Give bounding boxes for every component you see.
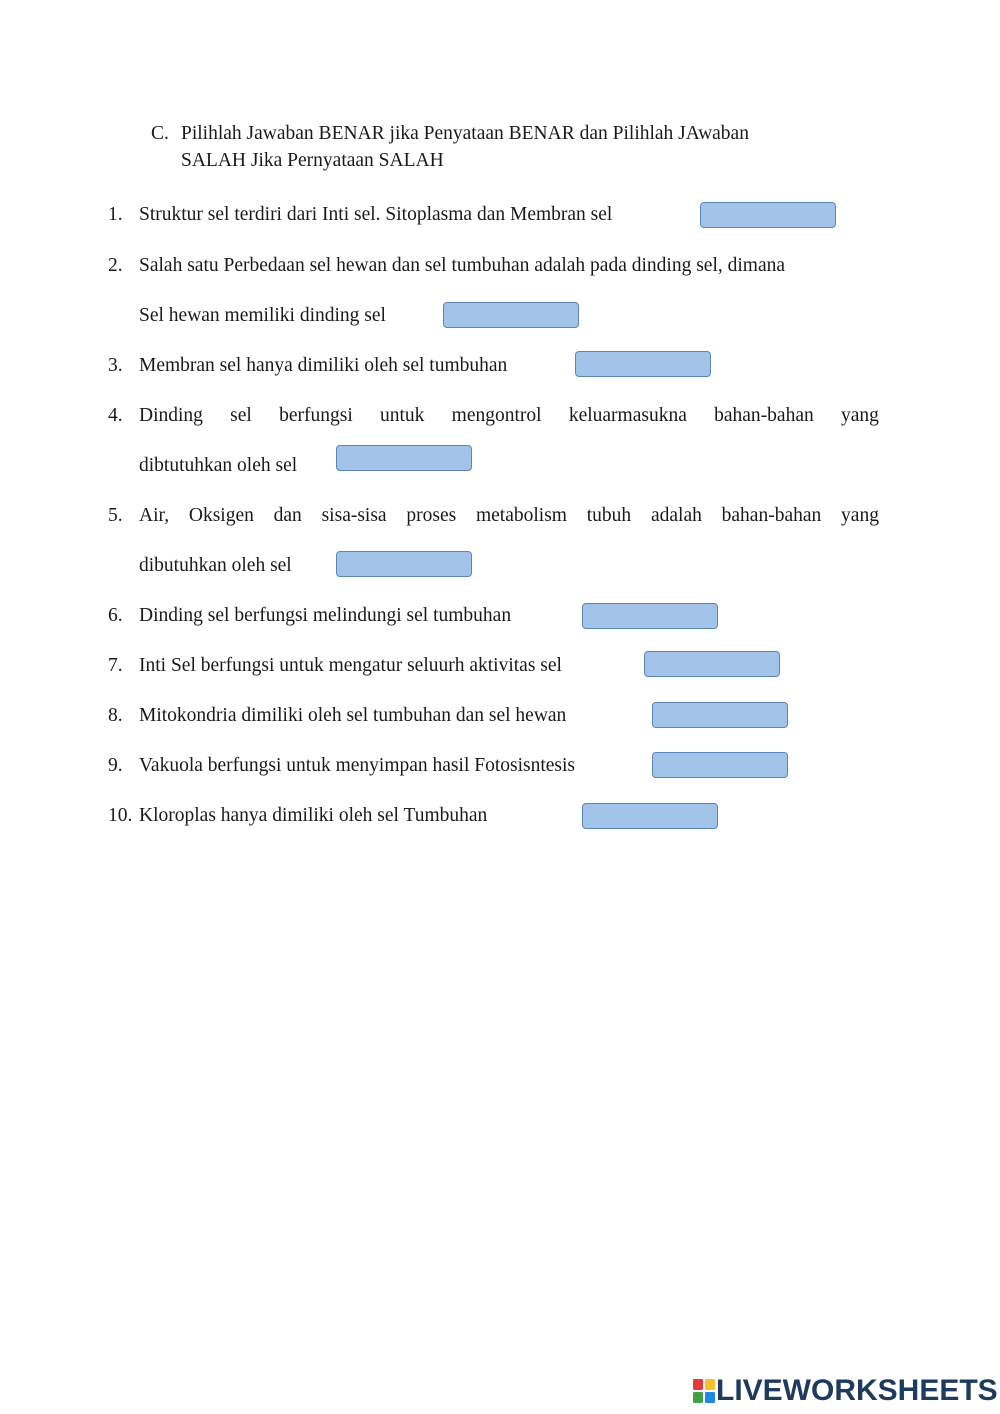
answer-box-2[interactable] [443,302,579,328]
question-8-text: Mitokondria dimiliki oleh sel tumbuhan dan sel hewan [139,705,567,726]
question-8-number: 8. [108,705,123,726]
liveworksheets-logo-text: LIVEWORKSHEETS [716,1374,998,1407]
question-5-text-line-1 [139,504,879,528]
answer-box-6[interactable] [582,603,718,629]
question-4-text-line-2: dibtutuhkan oleh sel [139,455,298,476]
question-9-text: Vakuola berfungsi untuk menyimpan hasil Fotosisntesis [139,755,576,776]
question-4-word: yang [841,405,879,426]
answer-box-7[interactable] [644,651,780,677]
question-7-text: Inti Sel berfungsi untuk mengatur seluurh aktivitas sel [139,655,562,676]
question-4-word: sel [230,405,252,426]
question-5-word: yang [841,505,879,526]
question-4-word: bahan-bahan [714,405,814,426]
question-4-word: Dinding [139,405,203,426]
instruction-line-1: Pilihlah Jawaban BENAR jika Penyataan BENAR dan Pilihlah JAwaban [181,123,749,144]
question-4-word: mengontrol [451,405,542,426]
liveworksheets-logo[interactable] [692,1375,998,1407]
question-4-word: keluarmasukna [568,405,687,426]
question-4-word: untuk [380,405,425,426]
logo-square-2 [705,1379,715,1390]
question-4-text-line-1 [139,404,879,428]
answer-box-10[interactable] [582,803,718,829]
question-5-word: sisa-sisa [321,505,387,526]
instruction-letter: C. [151,123,169,144]
question-6-number: 6. [108,605,123,626]
question-2-number: 2. [108,255,123,276]
question-5-word: Air, [139,505,170,526]
question-5-word: bahan-bahan [721,505,822,526]
question-10-number: 10. [108,805,133,826]
logo-square-3 [693,1392,703,1403]
question-3-number: 3. [108,355,123,376]
instruction-line-2: SALAH Jika Pernyataan SALAH [181,150,444,171]
question-5-word: metabolism [475,505,567,526]
question-9-number: 9. [108,755,123,776]
question-4-word: berfungsi [279,405,353,426]
answer-box-9[interactable] [652,752,788,778]
question-4-number: 4. [108,405,123,426]
question-6-text: Dinding sel berfungsi melindungi sel tumbuhan [139,605,512,626]
liveworksheets-logo-icon [692,1378,716,1404]
answer-box-5[interactable] [336,551,472,577]
answer-box-8[interactable] [652,702,788,728]
question-5-number: 5. [108,505,123,526]
question-5-word: Oksigen [188,505,254,526]
logo-square-4 [705,1392,715,1403]
answer-box-3[interactable] [575,351,711,377]
question-1-text: Struktur sel terdiri dari Inti sel. Sitoplasma dan Membran sel [139,204,613,225]
answer-box-4[interactable] [336,445,472,471]
question-1-number: 1. [108,204,123,225]
question-7-number: 7. [108,655,123,676]
question-10-text: Kloroplas hanya dimiliki oleh sel Tumbuhan [139,805,488,826]
logo-square-1 [693,1379,703,1390]
question-2-text-line-2: Sel hewan memiliki dinding sel [139,305,386,326]
answer-box-1[interactable] [700,202,836,228]
question-5-word: proses [406,505,457,526]
question-5-text-line-2: dibutuhkan oleh sel [139,555,292,576]
question-3-text: Membran sel hanya dimiliki oleh sel tumbuhan [139,355,508,376]
question-2-text-line-1: Salah satu Perbedaan sel hewan dan sel tumbuhan adalah pada dinding sel, dimana [139,255,786,276]
question-5-word: dan [273,505,302,526]
question-5-word: tubuh [586,505,632,526]
question-5-word: adalah [650,505,702,526]
